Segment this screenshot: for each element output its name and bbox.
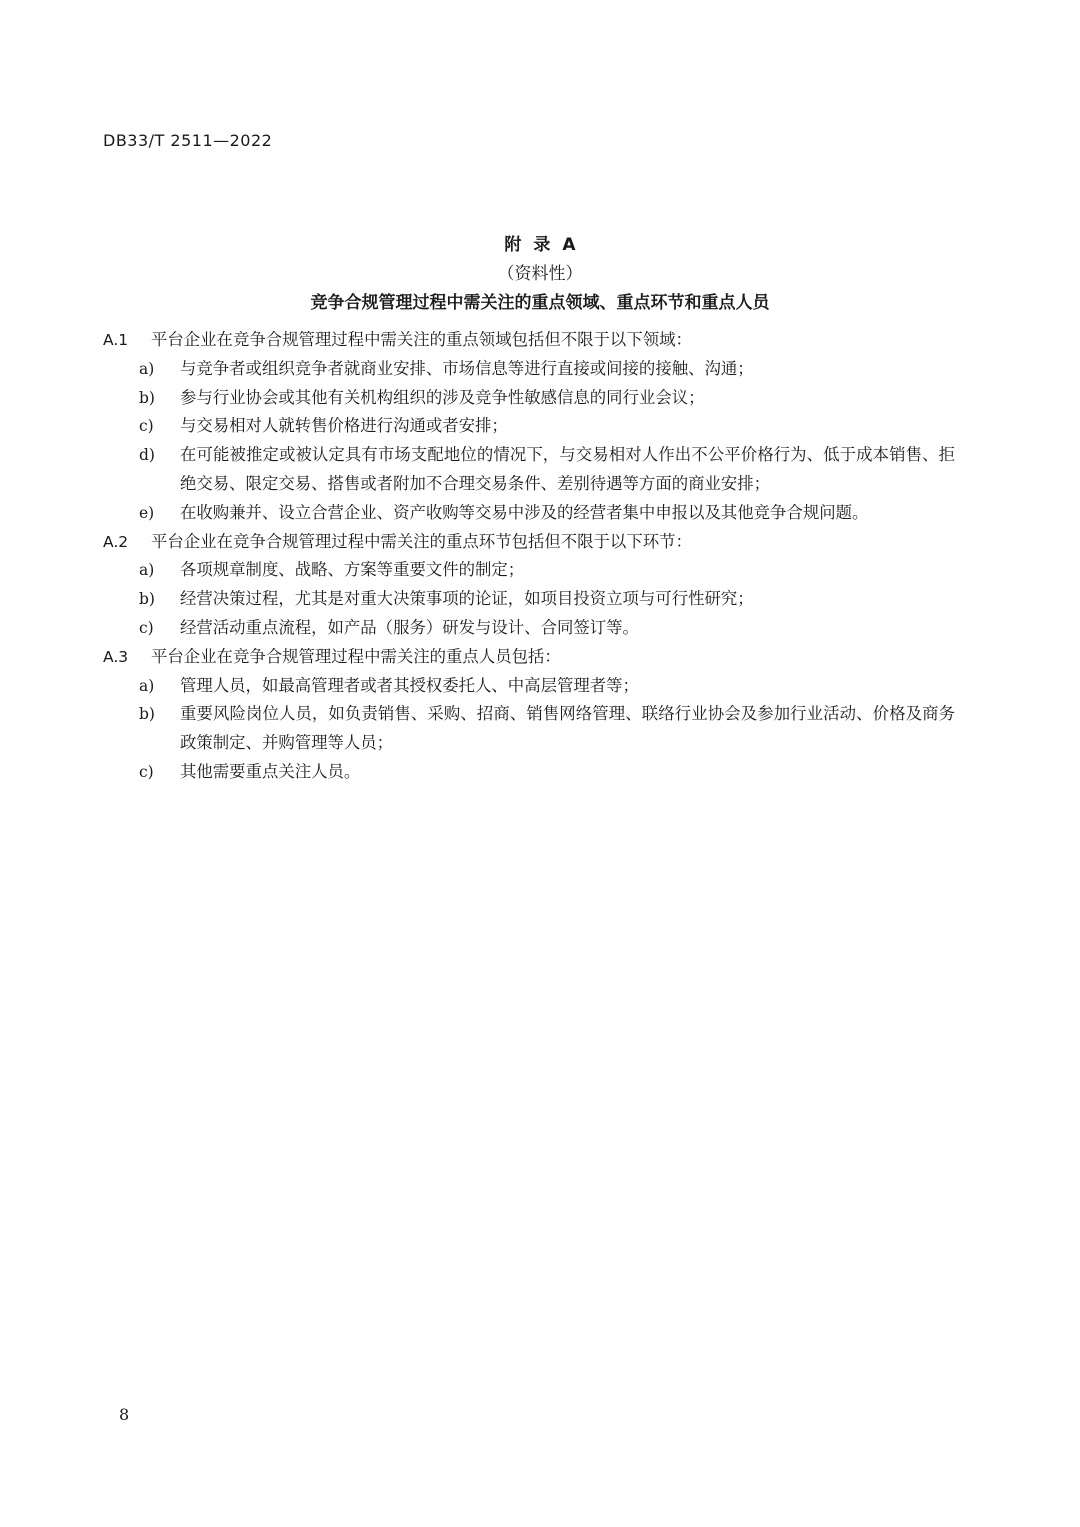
list-item: [139, 499, 955, 528]
list-item-letter: c): [139, 762, 154, 781]
clause-a1: [103, 326, 955, 355]
list-item-text: 与交易相对人就转售价格进行沟通或者安排；: [180, 416, 508, 436]
list-item-text: 其他需要重点关注人员。: [180, 761, 361, 781]
clause-a2: [103, 528, 955, 557]
list-item-text: 经营决策过程，尤其是对重大决策事项的论证，如项目投资立项与可行性研究；: [180, 589, 754, 609]
list-item: [139, 556, 955, 585]
list-item: [139, 585, 955, 614]
clause-number: A.3: [103, 647, 129, 666]
list-item-letter: c): [139, 417, 154, 436]
list-item-letter: a): [139, 561, 155, 580]
list-item-text: 各项规章制度、战略、方案等重要文件的制定；: [180, 560, 525, 580]
list-item-letter: a): [139, 359, 155, 378]
clause-a3: [103, 643, 955, 672]
list-item-letter: d): [139, 446, 155, 465]
list-item-text: 管理人员，如最高管理者或者其授权委托人、中高层管理者等；: [180, 675, 639, 695]
appendix-label-prefix: 附: [504, 235, 522, 255]
appendix-label: [0, 230, 1080, 255]
list-item: [139, 614, 955, 643]
list-item-letter: b): [139, 388, 155, 407]
list-item-text: 在收购兼并、设立合营企业、资产收购等交易中涉及的经营者集中申报以及其他竞争合规问题。: [180, 502, 869, 522]
appendix-title: 竞争合规管理过程中需关注的重点领域、重点环节和重点人员: [310, 293, 770, 313]
appendix-label-word: 录: [533, 235, 551, 255]
list-item-letter: a): [139, 676, 155, 695]
list-item-letter: b): [139, 590, 155, 609]
appendix-body: [103, 326, 955, 787]
list-item: [139, 672, 955, 701]
appendix-nature: （资料性）: [497, 264, 583, 284]
list-item: [139, 758, 955, 787]
list-item-letter: b): [139, 705, 155, 724]
list-item: [139, 412, 955, 441]
document-code: DB33/T 2511—2022: [103, 131, 273, 150]
list-item-text: 参与行业协会或其他有关机构组织的涉及竞争性敏感信息的同行业会议；: [180, 387, 705, 407]
appendix-label-letter: A: [562, 235, 576, 255]
clause-number: A.1: [103, 331, 129, 349]
list-item: [139, 700, 955, 758]
list-item: [139, 355, 955, 384]
list-item: [139, 441, 955, 499]
list-item-letter: e): [139, 503, 155, 522]
clause-number: A.2: [103, 532, 129, 551]
list-item: [139, 384, 955, 413]
list-item-text: 在可能被推定或被认定具有市场支配地位的情况下，与交易相对人作出不公平价格行为、低于成本销售、拒绝交易、限定交易、搭售或者附加不合理交易条件、差别待遇等方面的商业安排；: [180, 445, 955, 493]
list-item-text: 经营活动重点流程，如产品（服务）研发与设计、合同签订等。: [180, 617, 639, 637]
clause-text: 平台企业在竞争合规管理过程中需关注的重点人员包括：: [151, 646, 561, 666]
list-item-text: 重要风险岗位人员，如负责销售、采购、招商、销售网络管理、联络行业协会及参加行业活动、价格及商务政策制定、并购管理等人员；: [180, 704, 955, 753]
list-item-letter: c): [139, 618, 154, 637]
clause-text: 平台企业在竞争合规管理过程中需关注的重点环节包括但不限于以下环节：: [151, 531, 692, 551]
list-item-text: 与竞争者或组织竞争者就商业安排、市场信息等进行直接或间接的接触、沟通；: [180, 358, 754, 378]
page-number: 8: [119, 1405, 130, 1424]
clause-text: 平台企业在竞争合规管理过程中需关注的重点领域包括但不限于以下领域：: [151, 330, 692, 349]
